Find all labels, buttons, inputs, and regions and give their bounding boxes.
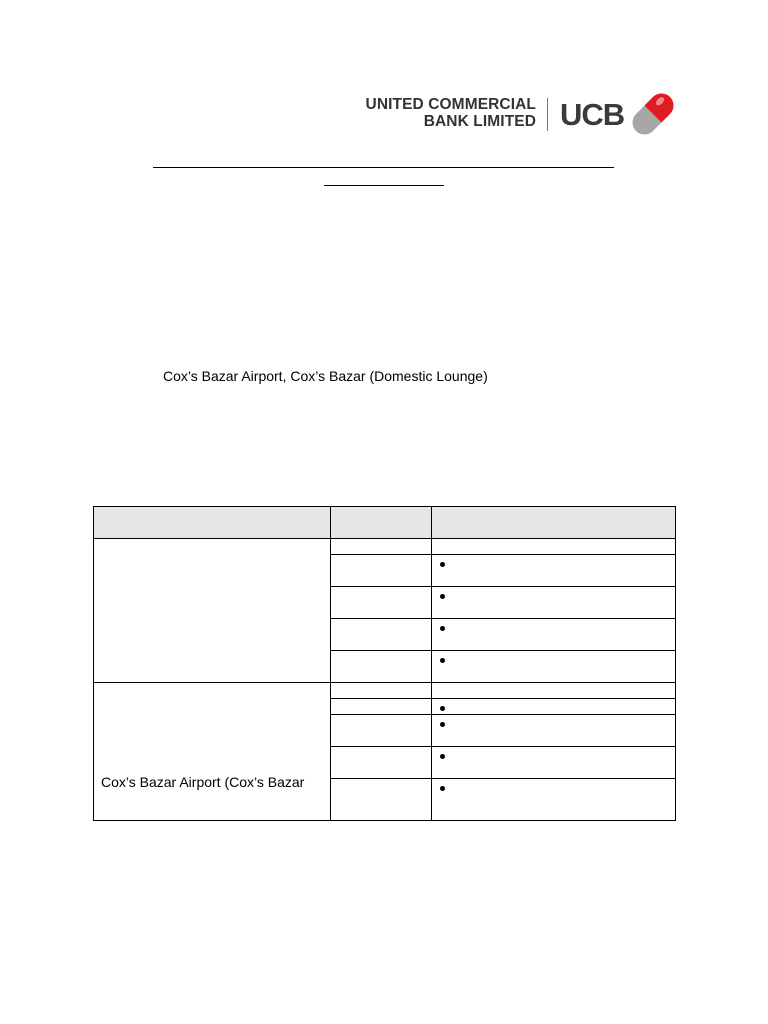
header-cell <box>94 507 331 539</box>
table-cell <box>331 619 432 651</box>
table-cell <box>331 699 432 715</box>
subtitle-rule <box>324 185 444 186</box>
bullet-item <box>432 699 676 715</box>
table-row <box>94 539 676 555</box>
bank-name <box>362 96 536 130</box>
table-cell <box>331 779 432 821</box>
location-cell <box>94 539 331 683</box>
venue-line: Cox’s Bazar Airport, Cox’s Bazar (Domestic Lounge) <box>163 368 488 384</box>
table-cell <box>331 651 432 683</box>
table-cell <box>331 587 432 619</box>
table-header-row <box>94 507 676 539</box>
logo-divider <box>547 98 548 131</box>
bullet-item <box>432 715 676 747</box>
bullet-item <box>432 555 676 587</box>
table-cell <box>331 747 432 779</box>
bullet-item <box>432 587 676 619</box>
table-cell <box>432 539 676 555</box>
location-label: Cox’s Bazar Airport (Cox’s Bazar <box>101 774 305 790</box>
table-cell <box>331 539 432 555</box>
bullet-item <box>432 651 676 683</box>
header-cell <box>331 507 432 539</box>
header-cell <box>432 507 676 539</box>
bullet-item <box>432 619 676 651</box>
title-rule <box>153 167 614 168</box>
bullet-item <box>432 747 676 779</box>
lounge-table <box>93 506 676 821</box>
table-cell <box>331 715 432 747</box>
bank-name-line-2: BANK LIMITED <box>423 113 536 130</box>
table-row <box>94 683 676 699</box>
table-cell <box>331 683 432 699</box>
logo-mark: UCB <box>560 97 625 132</box>
table-cell <box>331 555 432 587</box>
bank-name-line-1: UNITED COMMERCIAL <box>365 96 536 113</box>
ucb-capsule-emblem-icon <box>628 86 678 142</box>
location-cell <box>94 683 331 821</box>
bullet-item <box>432 779 676 821</box>
table-cell <box>432 683 676 699</box>
